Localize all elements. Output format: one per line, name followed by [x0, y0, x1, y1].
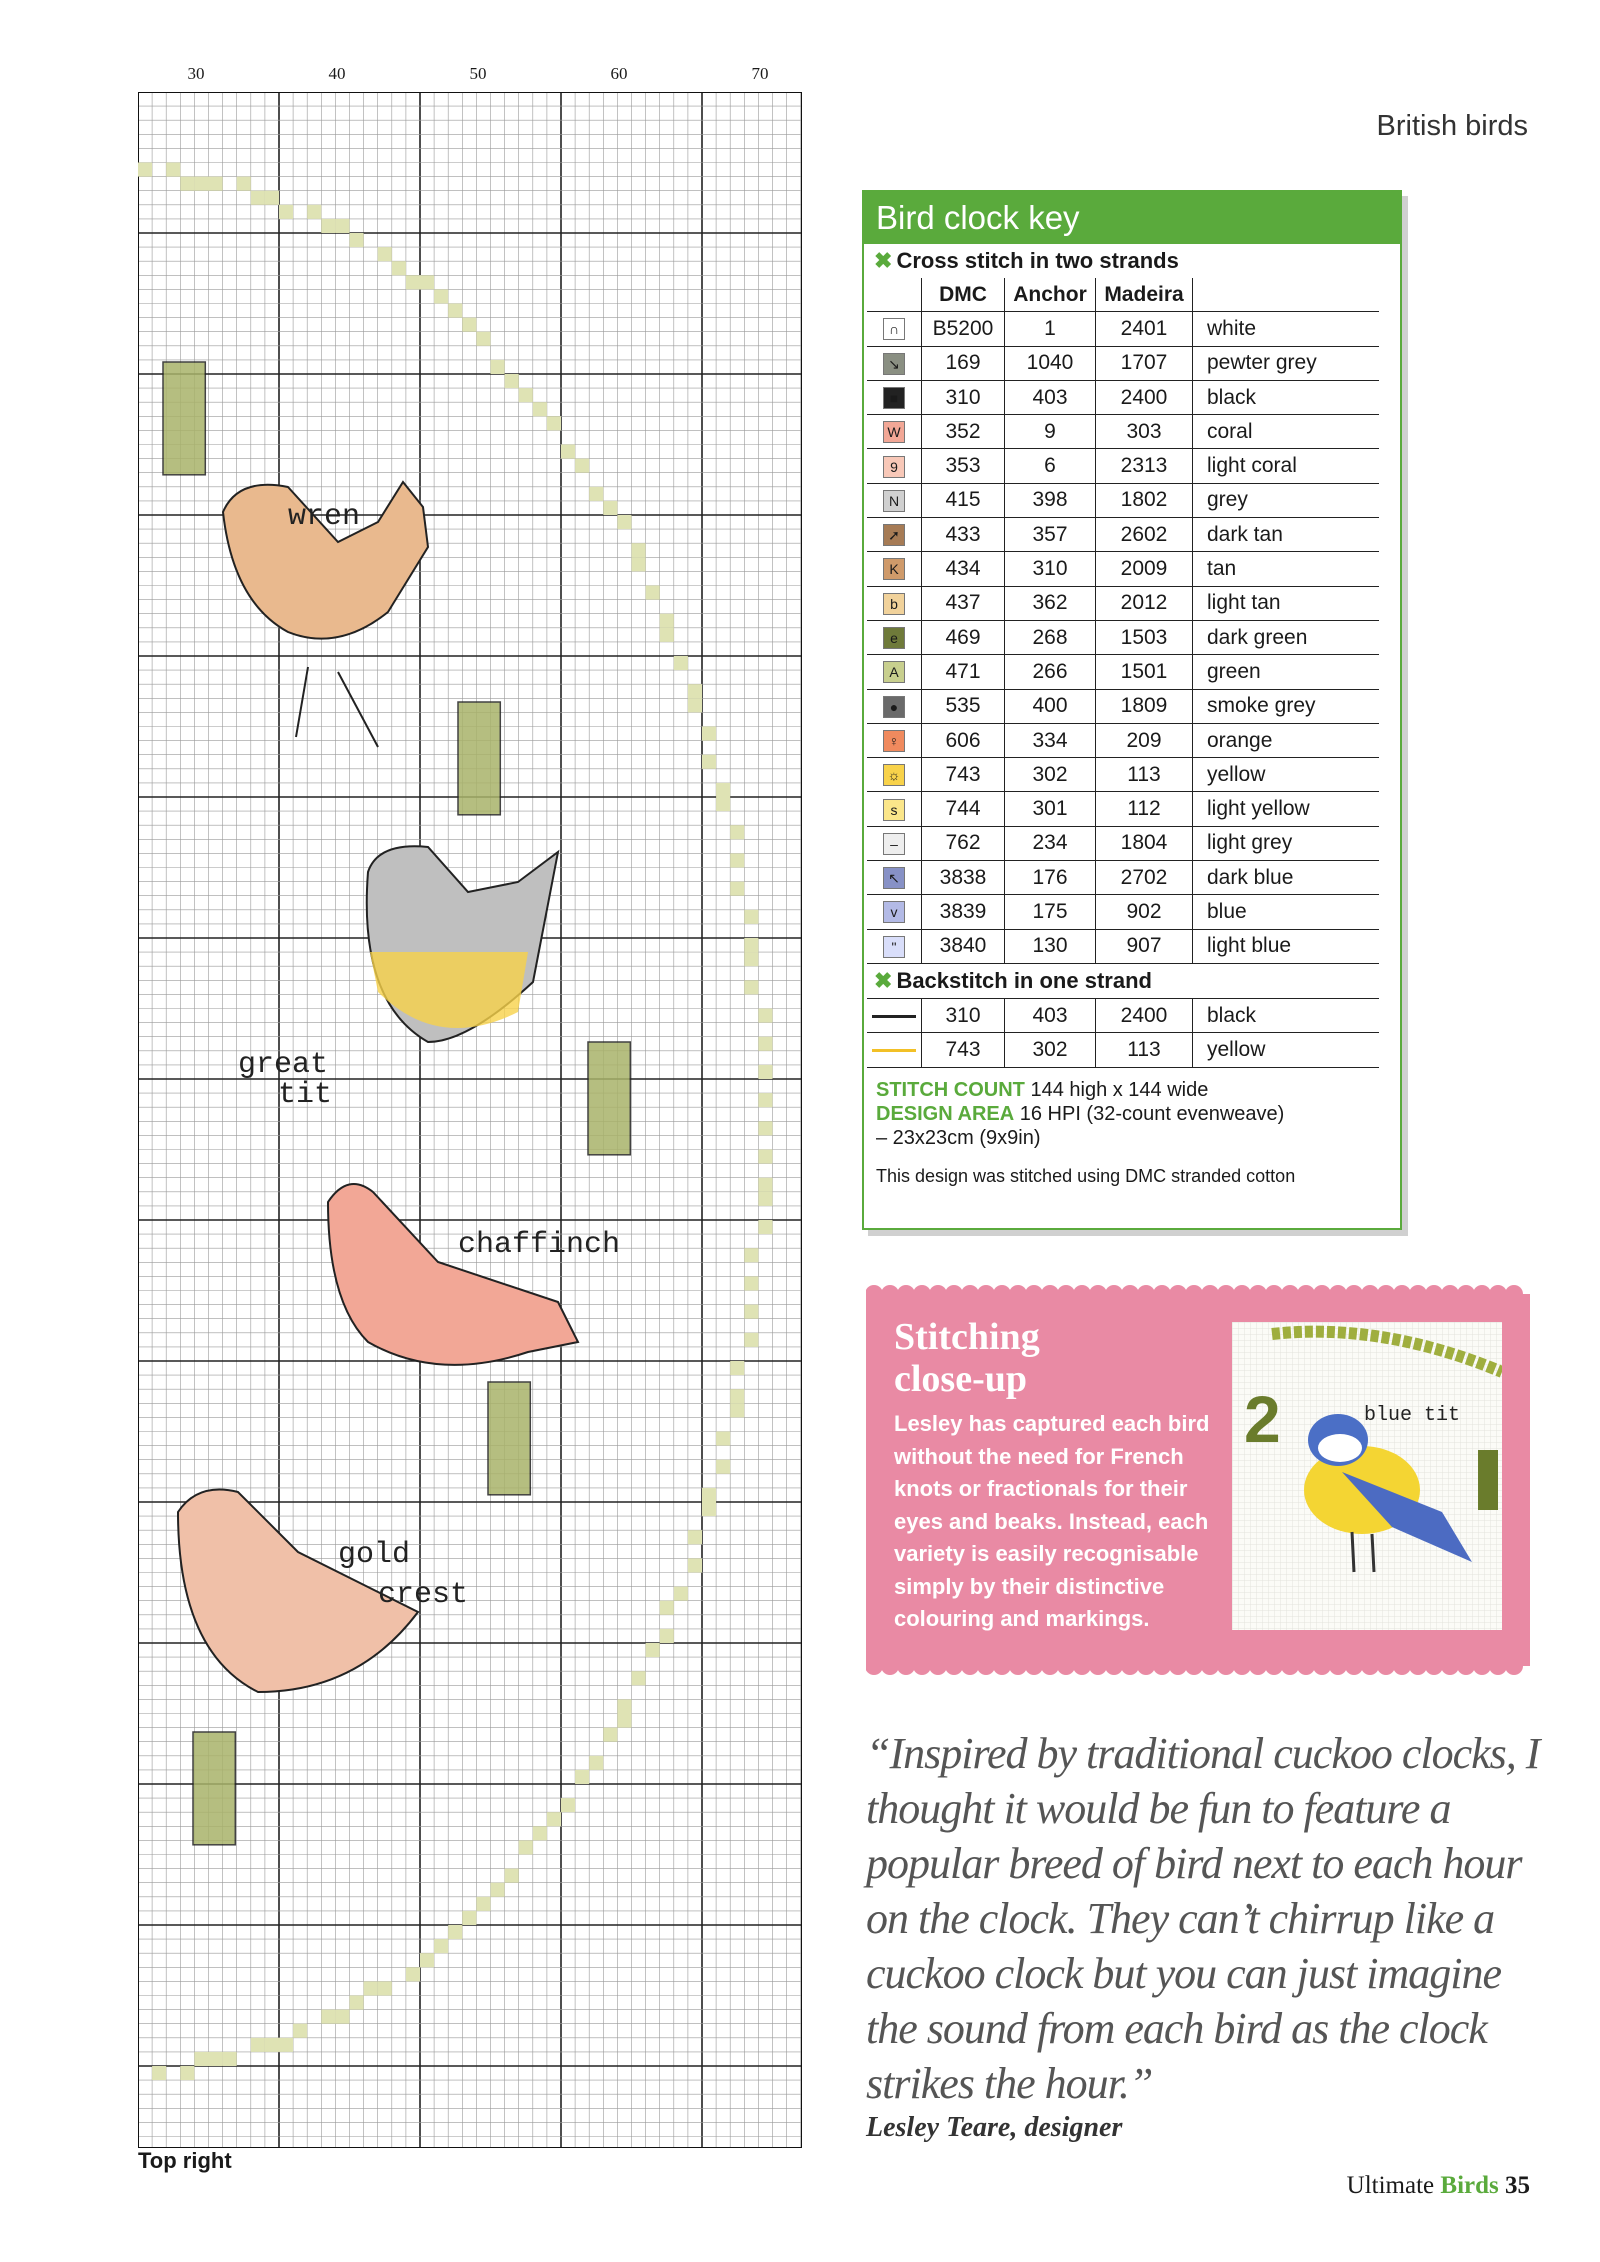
symbol-icon: ♀ — [883, 730, 905, 752]
pull-quote: “Inspired by traditional cuckoo clocks, I thought it would be fun to feature a popular breed of bird next to each hour on the clock. They can’t chirrup like a cuckoo clock but you can just imagine the sound from each bird as the clock strikes the hour.” — [866, 1729, 1540, 2108]
madeira-code: 2400 — [1096, 998, 1193, 1032]
bird-label: tit — [278, 1078, 333, 1112]
anchor-code: 1040 — [1005, 346, 1096, 380]
symbol-icon: ↖ — [883, 867, 905, 889]
anchor-code: 268 — [1005, 620, 1096, 654]
symbol-icon: " — [883, 936, 905, 958]
dmc-code: 3840 — [922, 929, 1005, 963]
backstitch-line-icon — [872, 1049, 916, 1052]
dmc-code: 743 — [922, 1033, 1005, 1067]
dmc-code: 743 — [922, 758, 1005, 792]
colour-name: grey — [1193, 483, 1380, 517]
running-head: British birds — [1376, 110, 1528, 142]
anchor-code: 6 — [1005, 449, 1096, 483]
symbol-icon: s — [883, 799, 905, 821]
column-number: 60 — [610, 64, 628, 83]
madeira-code: 2009 — [1096, 552, 1193, 586]
key-table — [867, 278, 1379, 964]
backstitch-row — [867, 1033, 1379, 1067]
symbol-icon: K — [883, 558, 905, 580]
bird-label: gold — [338, 1538, 411, 1572]
madeira-code: 113 — [1096, 1033, 1193, 1067]
key-row — [867, 552, 1379, 586]
dmc-code: 3838 — [922, 861, 1005, 895]
backstitch-line-icon — [872, 1015, 916, 1018]
colour-name: orange — [1193, 723, 1380, 757]
anchor-code: 9 — [1005, 415, 1096, 449]
column-number: 50 — [469, 64, 487, 83]
dmc-code: 3839 — [922, 895, 1005, 929]
dmc-code: 606 — [922, 723, 1005, 757]
column-number: 40 — [328, 64, 346, 83]
key-row — [867, 380, 1379, 414]
anchor-code: 302 — [1005, 758, 1096, 792]
backstitch-table — [867, 998, 1379, 1068]
madeira-code: 902 — [1096, 895, 1193, 929]
key-row — [867, 620, 1379, 654]
quote-attribution: Lesley Teare, designer — [866, 2112, 1123, 2143]
symbol-icon: b — [883, 593, 905, 615]
anchor-code: 130 — [1005, 929, 1096, 963]
colour-name: blue — [1193, 895, 1380, 929]
bird-label: great — [238, 1048, 329, 1082]
column-number: 30 — [187, 64, 205, 83]
dmc-code: 762 — [922, 826, 1005, 860]
colour-name: yellow — [1193, 758, 1380, 792]
dmc-code: 353 — [922, 449, 1005, 483]
madeira-code: 112 — [1096, 792, 1193, 826]
symbol-icon: N — [883, 490, 905, 512]
madeira-code: 1503 — [1096, 620, 1193, 654]
anchor-code: 357 — [1005, 518, 1096, 552]
chart-caption: Top right — [138, 2148, 232, 2173]
photo-label: blue tit — [1364, 1404, 1461, 1427]
bird-label: crest — [378, 1578, 469, 1612]
blue-tit-photo-image — [1232, 1322, 1502, 1630]
photo-number: 2 — [1244, 1382, 1281, 1456]
madeira-code: 2702 — [1096, 861, 1193, 895]
anchor-code: 403 — [1005, 998, 1096, 1032]
anchor-code: 400 — [1005, 689, 1096, 723]
column-header: Madeira — [1096, 278, 1193, 312]
key-row — [867, 758, 1379, 792]
key-row — [867, 792, 1379, 826]
column-number: 70 — [751, 64, 769, 83]
design-area: DESIGN AREA 16 HPI (32-count evenweave) — [876, 1102, 1285, 1125]
colour-name: tan — [1193, 552, 1380, 586]
colour-name: dark blue — [1193, 861, 1380, 895]
madeira-code: 1707 — [1096, 346, 1193, 380]
key-note: This design was stitched using DMC stranded cotton — [876, 1165, 1296, 1186]
key-title: Bird clock key — [864, 192, 1400, 244]
key-row — [867, 861, 1379, 895]
anchor-code: 234 — [1005, 826, 1096, 860]
madeira-code: 2401 — [1096, 312, 1193, 346]
madeira-code: 907 — [1096, 929, 1193, 963]
symbol-icon: ➚ — [883, 524, 905, 546]
cross-icon: ✖ — [874, 248, 893, 273]
colour-name: dark tan — [1193, 518, 1380, 552]
page-number: 35 — [1505, 2172, 1530, 2199]
dmc-code: 437 — [922, 586, 1005, 620]
madeira-code: 1804 — [1096, 826, 1193, 860]
cross-stitch-chart — [138, 92, 802, 2148]
colour-name: yellow — [1193, 1033, 1380, 1067]
key-row — [867, 655, 1379, 689]
anchor-code: 176 — [1005, 861, 1096, 895]
madeira-code: 303 — [1096, 415, 1193, 449]
key-row — [867, 929, 1379, 963]
colour-name: light tan — [1193, 586, 1380, 620]
closeup-panel — [866, 1294, 1530, 1666]
key-row — [867, 586, 1379, 620]
anchor-code: 266 — [1005, 655, 1096, 689]
backstitch-heading: ✖ Backstitch in one strand — [874, 967, 1152, 993]
dmc-code: 469 — [922, 620, 1005, 654]
anchor-code: 301 — [1005, 792, 1096, 826]
anchor-code: 310 — [1005, 552, 1096, 586]
colour-name: black — [1193, 998, 1380, 1032]
design-area-size: – 23x23cm (9x9in) — [876, 1126, 1041, 1149]
cross-icon: ✖ — [874, 967, 893, 993]
madeira-code: 1809 — [1096, 689, 1193, 723]
colour-name: light grey — [1193, 826, 1380, 860]
closeup-photo — [1232, 1322, 1502, 1630]
dmc-code: 310 — [922, 998, 1005, 1032]
symbol-icon: ■ — [883, 387, 905, 409]
key-box — [862, 190, 1402, 1230]
closeup-title: Stitching close-up — [894, 1316, 1040, 1400]
symbol-icon: ∩ — [883, 318, 905, 340]
madeira-code: 2400 — [1096, 380, 1193, 414]
closeup-body: Lesley has captured each bird without the need for French knots or fractionals for their eyes and beaks. Instead, each variety is easily recognisable simply by their distinctive colouring and markings. — [894, 1411, 1210, 1631]
page-folio: Ultimate Birds 35 — [1346, 2172, 1530, 2199]
madeira-code: 1501 — [1096, 655, 1193, 689]
key-row — [867, 689, 1379, 723]
backstitch-row — [867, 998, 1379, 1032]
colour-name: light blue — [1193, 929, 1380, 963]
anchor-code: 175 — [1005, 895, 1096, 929]
dmc-code: 352 — [922, 415, 1005, 449]
colour-name: coral — [1193, 415, 1380, 449]
dmc-code: 434 — [922, 552, 1005, 586]
colour-name: dark green — [1193, 620, 1380, 654]
key-row — [867, 518, 1379, 552]
bird-label: wren — [288, 500, 361, 534]
column-header: DMC — [922, 278, 1005, 312]
colour-name: light coral — [1193, 449, 1380, 483]
stitch-count: STITCH COUNT 144 high x 144 wide — [876, 1078, 1209, 1101]
symbol-icon: A — [883, 661, 905, 683]
madeira-code: 2313 — [1096, 449, 1193, 483]
symbol-icon: e — [883, 627, 905, 649]
madeira-code: 209 — [1096, 723, 1193, 757]
symbol-icon: – — [883, 833, 905, 855]
cross-stitch-heading: ✖ Cross stitch in two strands — [874, 248, 1179, 273]
key-row — [867, 449, 1379, 483]
madeira-code: 2602 — [1096, 518, 1193, 552]
key-row — [867, 826, 1379, 860]
key-header-row — [867, 278, 1379, 312]
anchor-code: 398 — [1005, 483, 1096, 517]
dmc-code: 535 — [922, 689, 1005, 723]
colour-name: white — [1193, 312, 1380, 346]
colour-name: black — [1193, 380, 1380, 414]
colour-name: pewter grey — [1193, 346, 1380, 380]
dmc-code: 471 — [922, 655, 1005, 689]
symbol-icon: v — [883, 901, 905, 923]
anchor-code: 334 — [1005, 723, 1096, 757]
anchor-code: 302 — [1005, 1033, 1096, 1067]
symbol-icon: ↘ — [883, 353, 905, 375]
key-row — [867, 346, 1379, 380]
column-header: Anchor — [1005, 278, 1096, 312]
symbol-icon: ● — [883, 696, 905, 718]
key-row — [867, 895, 1379, 929]
symbol-icon: 9 — [883, 456, 905, 478]
dmc-code: 310 — [922, 380, 1005, 414]
key-facts — [864, 1068, 1400, 1188]
key-row — [867, 415, 1379, 449]
dmc-code: 433 — [922, 518, 1005, 552]
madeira-code: 1802 — [1096, 483, 1193, 517]
chart-grid — [138, 92, 802, 2148]
anchor-code: 403 — [1005, 380, 1096, 414]
dmc-code: 415 — [922, 483, 1005, 517]
dmc-code: 744 — [922, 792, 1005, 826]
madeira-code: 2012 — [1096, 586, 1193, 620]
colour-name: green — [1193, 655, 1380, 689]
anchor-code: 362 — [1005, 586, 1096, 620]
dmc-code: B5200 — [922, 312, 1005, 346]
key-row — [867, 723, 1379, 757]
bird-label: chaffinch — [458, 1228, 621, 1262]
dmc-code: 169 — [922, 346, 1005, 380]
anchor-code: 1 — [1005, 312, 1096, 346]
symbol-icon: ☼ — [883, 764, 905, 786]
colour-name: smoke grey — [1193, 689, 1380, 723]
colour-name: light yellow — [1193, 792, 1380, 826]
symbol-icon: W — [883, 421, 905, 443]
key-row — [867, 483, 1379, 517]
madeira-code: 113 — [1096, 758, 1193, 792]
key-row — [867, 312, 1379, 346]
